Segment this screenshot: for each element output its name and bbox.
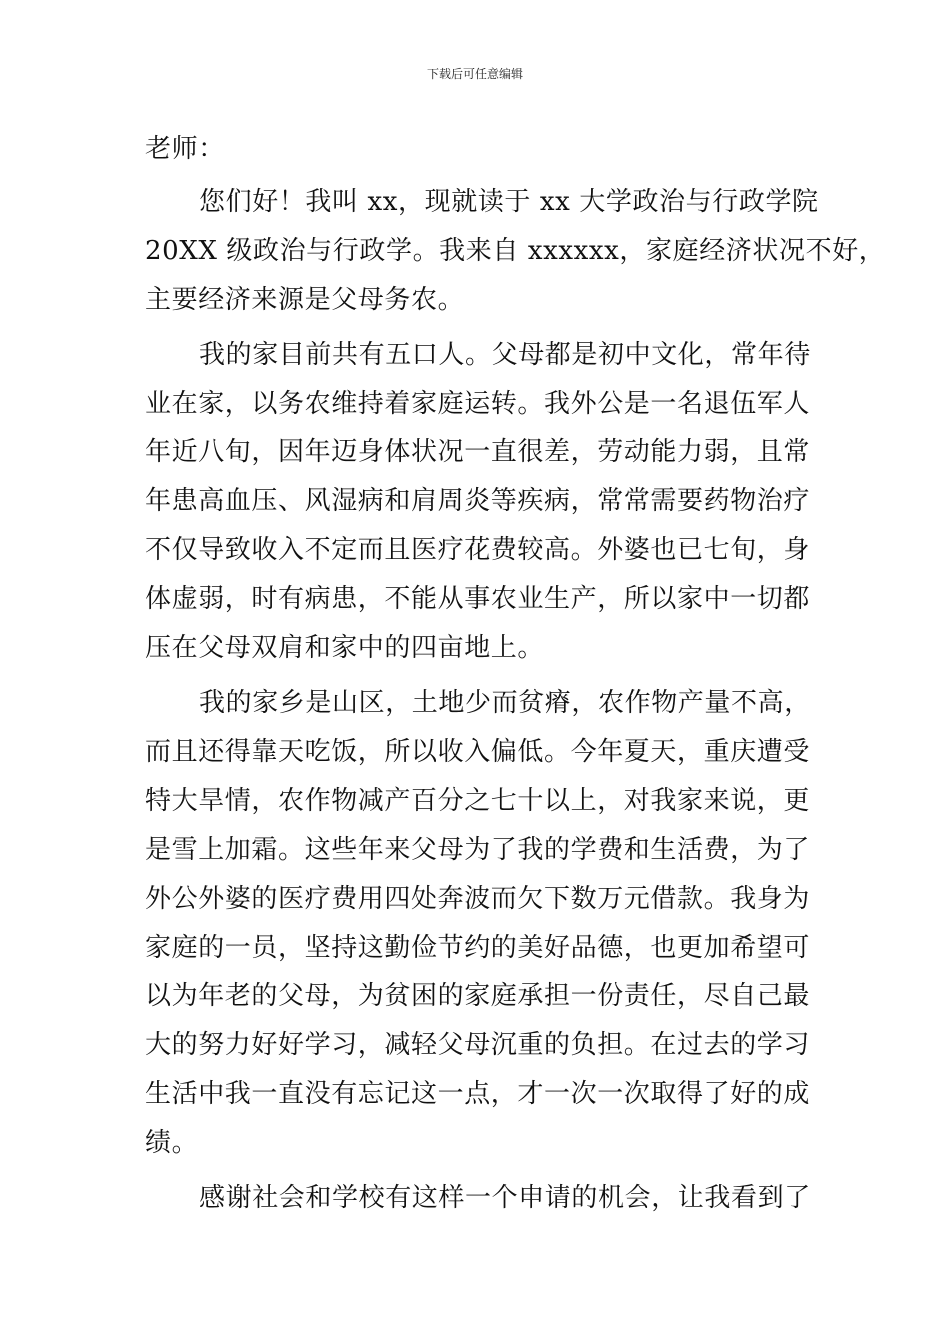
- salutation: 老师：: [145, 134, 225, 164]
- paragraph-2: [145, 331, 815, 673]
- text-line: 我的家乡是山区，土地少而贫瘠，农作物产量不高，: [199, 687, 811, 718]
- text-line: 压在父母双肩和家中的四亩地上。: [145, 633, 545, 664]
- text-line: 年患高血压、风湿病和肩周炎等疾病，常常需要药物治疗: [145, 486, 811, 517]
- text-line: 而且还得靠天吃饭，所以收入偏低。今年夏天，重庆遭受: [145, 736, 811, 767]
- text-line: 绩。: [145, 1128, 199, 1159]
- text-line: 您们好！我叫 xx，现就读于 xx 大学政治与行政学院: [199, 186, 819, 217]
- text-line: 以为年老的父母，为贫困的家庭承担一份责任，尽自己最: [145, 981, 811, 1012]
- text-line: 是雪上加霜。这些年来父母为了我的学费和生活费，为了: [145, 834, 811, 865]
- letter-body: [145, 125, 886, 1229]
- text-line: 感谢社会和学校有这样一个申请的机会，让我看到了: [199, 1183, 811, 1214]
- paragraph-4: [145, 1174, 815, 1223]
- text-line: 我的家目前共有五口人。父母都是初中文化，常年待: [199, 339, 811, 370]
- paragraph-1: [145, 178, 886, 325]
- text-line: 生活中我一直没有忘记这一点，才一次一次取得了好的成: [145, 1079, 811, 1110]
- text-line: 大的努力好好学习，减轻父母沉重的负担。在过去的学习: [145, 1030, 811, 1061]
- text-line: 外公外婆的医疗费用四处奔波而欠下数万元借款。我身为: [145, 883, 811, 914]
- text-line: 年近八旬，因年迈身体状况一直很差，劳动能力弱，且常: [145, 437, 811, 468]
- text-line: 主要经济来源是父母务农。: [145, 284, 465, 315]
- text-line: 特大旱情，农作物减产百分之七十以上，对我家来说，更: [145, 785, 811, 816]
- text-line: 体虚弱，时有病患，不能从事农业生产，所以家中一切都: [145, 584, 811, 615]
- text-line: 不仅导致收入不定而且医疗花费较高。外婆也已七旬，身: [145, 535, 811, 566]
- page-header-note: 下载后可任意编辑: [426, 67, 523, 81]
- text-line: 20XX 级政治与行政学。我来自 xxxxxx，家庭经济状况不好，: [145, 235, 886, 266]
- text-line: 家庭的一员，坚持这勤俭节约的美好品德，也更加希望可: [145, 932, 811, 963]
- paragraph-3: [145, 679, 815, 1168]
- text-line: 业在家，以务农维持着家庭运转。我外公是一名退伍军人: [145, 388, 811, 419]
